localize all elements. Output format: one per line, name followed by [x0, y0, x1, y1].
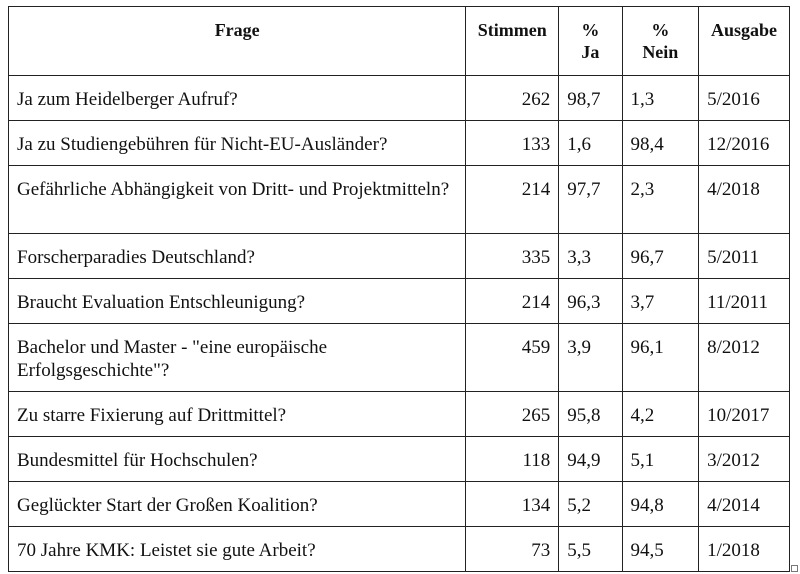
cell-frage: Forscherparadies Deutschland?	[9, 234, 466, 279]
table-row	[9, 482, 790, 527]
cell-frage: Ja zu Studiengebühren für Nicht-EU-Ausländer?	[9, 121, 466, 166]
cell-stimmen: 133	[466, 121, 559, 166]
cell-frage: Zu starre Fixierung auf Drittmittel?	[9, 392, 466, 437]
table-row	[9, 76, 790, 121]
cell-frage: Bundesmittel für Hochschulen?	[9, 437, 466, 482]
resize-handle-icon	[791, 565, 798, 572]
table-row	[9, 437, 790, 482]
cell-percent-ja: 3,9	[559, 324, 622, 392]
table-row	[9, 279, 790, 324]
cell-ausgabe: 1/2018	[699, 527, 790, 572]
cell-percent-nein: 5,1	[622, 437, 699, 482]
cell-stimmen: 214	[466, 279, 559, 324]
cell-ausgabe: 4/2018	[699, 166, 790, 234]
cell-stimmen: 262	[466, 76, 559, 121]
cell-percent-ja: 3,3	[559, 234, 622, 279]
survey-results-table	[8, 6, 790, 572]
cell-percent-nein: 98,4	[622, 121, 699, 166]
cell-stimmen: 134	[466, 482, 559, 527]
cell-frage: Geglückter Start der Großen Koalition?	[9, 482, 466, 527]
cell-percent-ja: 95,8	[559, 392, 622, 437]
cell-ausgabe: 8/2012	[699, 324, 790, 392]
table-row	[9, 392, 790, 437]
cell-ausgabe: 11/2011	[699, 279, 790, 324]
header-stimmen: Stimmen	[466, 7, 559, 76]
cell-percent-nein: 3,7	[622, 279, 699, 324]
header-frage: Frage	[9, 7, 466, 76]
cell-frage: 70 Jahre KMK: Leistet sie gute Arbeit?	[9, 527, 466, 572]
cell-frage: Braucht Evaluation Entschleunigung?	[9, 279, 466, 324]
cell-stimmen: 118	[466, 437, 559, 482]
cell-percent-ja: 96,3	[559, 279, 622, 324]
cell-ausgabe: 5/2011	[699, 234, 790, 279]
cell-percent-ja: 98,7	[559, 76, 622, 121]
cell-percent-nein: 4,2	[622, 392, 699, 437]
cell-stimmen: 335	[466, 234, 559, 279]
cell-percent-nein: 1,3	[622, 76, 699, 121]
header-percent-ja	[559, 7, 622, 76]
table-row	[9, 234, 790, 279]
cell-percent-nein: 94,8	[622, 482, 699, 527]
cell-frage: Bachelor und Master - "eine europäische Erfolgsgeschichte"?	[9, 324, 466, 392]
cell-frage: Ja zum Heidelberger Aufruf?	[9, 76, 466, 121]
cell-percent-nein: 96,1	[622, 324, 699, 392]
cell-percent-nein: 94,5	[622, 527, 699, 572]
cell-percent-nein: 2,3	[622, 166, 699, 234]
cell-ausgabe: 12/2016	[699, 121, 790, 166]
cell-percent-ja: 94,9	[559, 437, 622, 482]
cell-stimmen: 265	[466, 392, 559, 437]
table-header-row	[9, 7, 790, 76]
cell-percent-ja: 5,5	[559, 527, 622, 572]
table-row	[9, 166, 790, 234]
cell-stimmen: 73	[466, 527, 559, 572]
cell-ausgabe: 5/2016	[699, 76, 790, 121]
cell-percent-ja: 97,7	[559, 166, 622, 234]
header-ja-symbol: %	[581, 20, 600, 40]
cell-ausgabe: 4/2014	[699, 482, 790, 527]
header-nein-label: Nein	[642, 42, 679, 62]
cell-percent-ja: 5,2	[559, 482, 622, 527]
table-row	[9, 121, 790, 166]
header-nein-symbol: %	[651, 20, 670, 40]
cell-ausgabe: 10/2017	[699, 392, 790, 437]
cell-stimmen: 459	[466, 324, 559, 392]
table-row	[9, 527, 790, 572]
header-percent-nein	[622, 7, 699, 76]
cell-percent-nein: 96,7	[622, 234, 699, 279]
cell-percent-ja: 1,6	[559, 121, 622, 166]
table-row	[9, 324, 790, 392]
header-ausgabe: Ausgabe	[699, 7, 790, 76]
cell-ausgabe: 3/2012	[699, 437, 790, 482]
header-ja-label: Ja	[581, 42, 600, 62]
cell-stimmen: 214	[466, 166, 559, 234]
cell-frage: Gefährliche Abhängigkeit von Dritt- und Projektmitteln?	[9, 166, 466, 234]
